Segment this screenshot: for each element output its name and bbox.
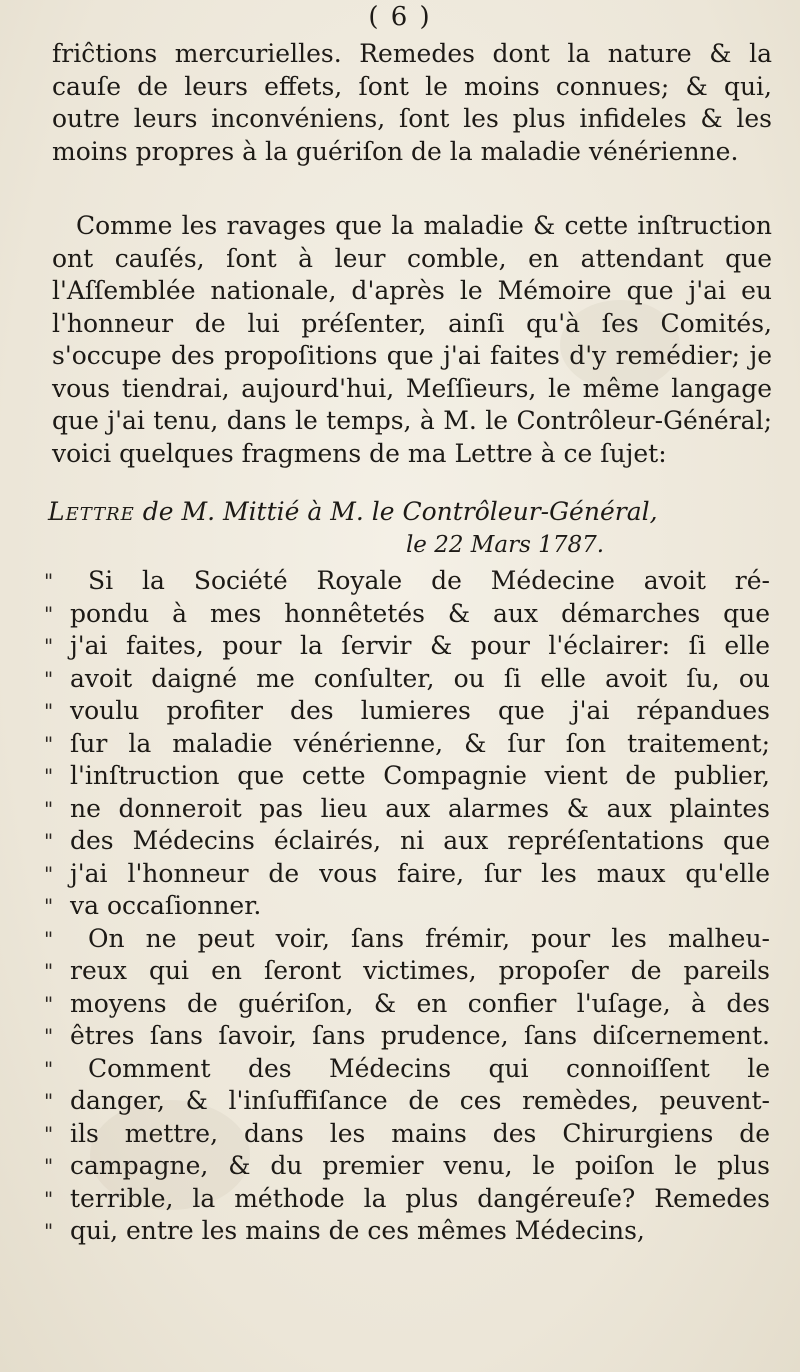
quote-line-text: campagne, & du premier venu, le poiſon le plus — [70, 1151, 770, 1180]
quote-line — [44, 1085, 770, 1118]
quote-line-text: ſur la maladie vénérienne, & ſur ſon traitement; — [70, 728, 770, 758]
quote-mark: " — [44, 1024, 54, 1048]
quote-line-text: avoit daigné me conſulter, ou ſi elle avoit ſu, ou — [70, 663, 770, 693]
page-number: ( 6 ) — [368, 2, 432, 32]
quote-line — [44, 598, 770, 631]
quote-mark: " — [44, 1219, 54, 1243]
quote-line — [44, 858, 770, 891]
quote-mark: " — [44, 569, 54, 593]
quote-mark: " — [44, 1056, 54, 1081]
paragraph-remedies: friĉtions mercurielles. Remedes dont la nature & la cauſe de leurs effets, ſont le moins connues; & qui, outre leurs inconvéniens, ſont les plus infideles & les moins propres à la guériſon de la maladie vénérienne. — [52, 39, 772, 166]
quote-mark: " — [44, 764, 54, 788]
quote-mark: " — [44, 959, 54, 983]
quote-mark: " — [44, 699, 54, 723]
quote-line-text: pondu à mes honnêtetés & aux démarches que — [70, 598, 770, 628]
letter-heading — [48, 497, 778, 526]
quote-line — [44, 1183, 770, 1216]
quote-mark: " — [44, 601, 54, 626]
quote-line — [44, 1215, 770, 1248]
quote-line-text: moyens de guériſon, & en confier l'uſage, à des — [70, 988, 770, 1018]
quote-line — [44, 695, 770, 728]
quoted-letter — [44, 565, 770, 1248]
quote-line-text: ils mettre, dans les mains des Chirurgiens de — [70, 1118, 770, 1148]
quote-mark: " — [44, 731, 54, 756]
letter-date: le 22 Mars 1787. — [405, 532, 605, 558]
quote-line — [44, 1053, 770, 1086]
quote-line — [44, 923, 770, 956]
quote-line — [44, 890, 770, 923]
quote-line-text: terrible, la méthode la plus dangéreuſe? Remedes — [70, 1183, 770, 1213]
letter-heading-caps: Lettre — [48, 497, 135, 526]
quote-mark: " — [44, 894, 54, 918]
quote-line-text: l'inſtruction que cette Compagnie vient de publier, — [70, 761, 770, 790]
quote-mark: " — [44, 1186, 54, 1211]
quote-line-text: reux qui en ſeront victimes, propoſer de pareils — [70, 956, 770, 985]
quote-line-text: ne donneroit pas lieu aux alarmes & aux plaintes — [70, 793, 770, 823]
quote-line — [44, 1020, 770, 1053]
quote-line — [44, 630, 770, 663]
quote-line-text: j'ai l'honneur de vous faire, ſur les maux qu'elle — [70, 858, 770, 888]
quote-line — [44, 825, 770, 858]
quote-line — [44, 565, 770, 598]
quote-line-text: danger, & l'inſuffiſance de ces remèdes, peuvent- — [70, 1086, 770, 1115]
quote-line — [44, 760, 770, 793]
paragraph-assembly: Comme les ravages que la maladie & cette inſtruction ont cauſés, ſont à leur comble, en attendant que l'Aſſemblée nationale, d'après le Mémoire que j'ai eu l'honneur de lui préſenter, ainſi qu'à ſes Comités, s'occupe des propoſitions que j'ai faites d'y remédier; je vous tiendrai, aujourd'hui, Meſſieurs, le même langage que j'ai tenu, dans le temps, à M. le Contrôleur-Général; voici quelques fragmens de ma Lettre à ce ſujet: — [52, 211, 772, 468]
quote-mark: " — [44, 796, 54, 821]
quote-mark: " — [44, 634, 54, 658]
quote-mark: " — [44, 926, 54, 951]
quote-line — [44, 728, 770, 761]
quote-line — [44, 663, 770, 696]
quote-line-text: voulu profiter des lumieres que j'ai répandues — [70, 696, 770, 725]
quote-line-text: êtres ſans ſavoir, ſans prudence, ſans diſcernement. — [70, 1021, 770, 1050]
quote-line-text: j'ai faites, pour la ſervir & pour l'éclairer: ſi elle — [70, 631, 770, 660]
quote-line-text: des Médecins éclairés, ni aux repréſentations que — [70, 826, 770, 855]
quote-line-text: Comment des Médecins qui connoiſſent le — [88, 1053, 770, 1083]
letter-heading-rest: de M. Mittié à M. le Contrôleur-Général, — [134, 497, 658, 526]
quote-line — [44, 955, 770, 988]
quote-mark: " — [44, 861, 54, 886]
quote-line — [44, 1118, 770, 1151]
quote-mark: " — [44, 666, 54, 691]
quote-line-text: qui, entre les mains de ces mêmes Médecins, — [70, 1216, 645, 1245]
quote-mark: " — [44, 1121, 54, 1146]
quote-line — [44, 988, 770, 1021]
quote-mark: " — [44, 991, 54, 1016]
quote-line — [44, 793, 770, 826]
quote-mark: " — [44, 1154, 54, 1178]
quote-line-text: Si la Société Royale de Médecine avoit ré- — [88, 566, 770, 595]
quote-line-text: On ne peut voir, ſans frémir, pour les malheu- — [88, 923, 770, 953]
quote-mark: " — [44, 1089, 54, 1113]
quote-mark: " — [44, 829, 54, 853]
quote-line-text: va occaſionner. — [70, 891, 262, 920]
quote-line — [44, 1150, 770, 1183]
